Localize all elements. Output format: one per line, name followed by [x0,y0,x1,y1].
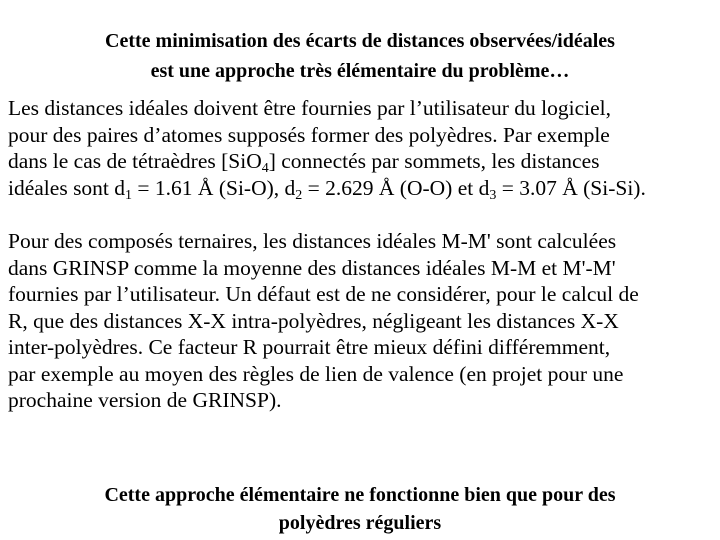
subscript-1: 1 [125,187,133,203]
paragraph1-line-4-text-b: = 1.61 Å (Si-O), d [132,175,296,200]
paragraph2-line-1: Pour des composés ternaires, les distances idéales M-M' sont calculées [8,229,617,253]
conclusion-line-2: polyèdres réguliers [278,512,442,534]
paragraph1-line-3 [8,148,718,175]
paragraph1-line-2: pour des paires d’atomes supposés former des polyèdres. Par exemple [8,122,610,147]
title-line-2: est une approche très élémentaire du problème… [150,60,570,82]
paragraph2-line-2: dans GRINSP comme la moyenne des distances idéales M-M et M'-M' [8,255,616,280]
paragraph2-line-6: par exemple au moyen des règles de lien de valence (en projet pour une [8,361,624,386]
paragraph1-line-3-text-a: dans le cas de tétraèdres [SiO [8,149,262,173]
paragraph1-line-4-text-c: = 2.629 Å (O-O) et d [302,175,490,200]
paragraph2-line-7: prochaine version de GRINSP). [8,388,282,412]
paragraph1-line-3-text-b: ] connectés par sommets, les distances [268,149,600,173]
paragraph1-line-1: Les distances idéales doivent être fournies par l’utilisateur du logiciel, [8,96,611,120]
slide-title [0,26,720,86]
paragraph-ideal-distances [8,95,718,201]
paragraph2-line-4: R, que des distances X-X intra-polyèdres, négligeant les distances X-X [8,308,619,333]
conclusion [0,481,720,537]
subscript-3: 3 [489,187,497,203]
paragraph1-line-4-text-a: idéales sont d [8,175,126,200]
paragraph1-line-4 [8,175,718,202]
paragraph2-line-3: fournies par l’utilisateur. Un défaut est de ne considérer, pour le calcul de [8,282,639,306]
paragraph-ternary-compounds [8,228,718,414]
conclusion-line-1: Cette approche élémentaire ne fonctionne bien que pour des [104,484,616,506]
paragraph2-line-5: inter-polyèdres. Ce facteur R pourrait être mieux défini différemment, [8,335,611,359]
subscript-4: 4 [261,161,269,176]
subscript-2: 2 [295,187,303,203]
paragraph1-line-4-text-d: = 3.07 Å (Si-Si). [496,175,646,200]
title-line-1: Cette minimisation des écarts de distances observées/idéales [105,30,615,52]
